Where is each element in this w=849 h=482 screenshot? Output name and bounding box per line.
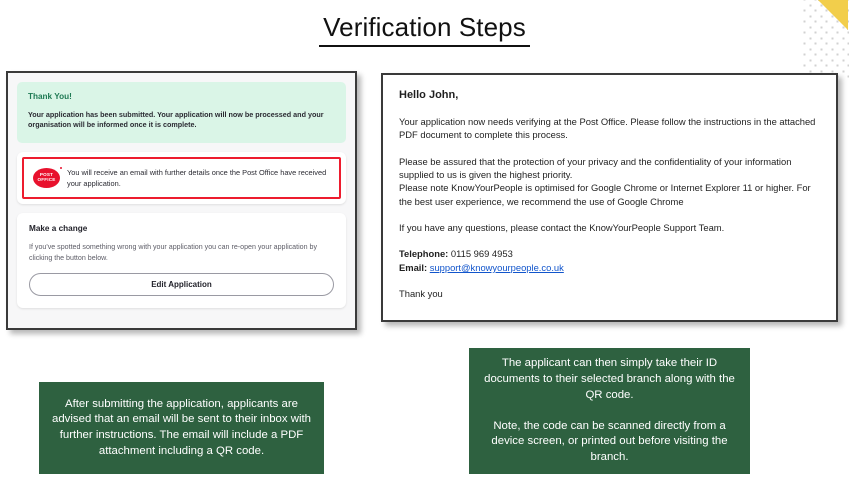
make-a-change-body: If you've spotted something wrong with your application you can re-open your application by clicking the button below.	[29, 243, 318, 262]
email-greeting: Hello John,	[399, 89, 459, 101]
email-paragraph-2-line-1: Please be assured that the protection of your privacy and the confidentiality of your information supplied to us is given the highest priority.	[399, 155, 792, 181]
email-label: Email:	[399, 262, 428, 274]
email-preview-panel	[381, 73, 838, 322]
email-paragraph-2	[399, 155, 820, 208]
post-office-logo-line1: POST	[39, 172, 54, 178]
telephone-label: Telephone:	[399, 248, 449, 260]
caption-right	[469, 348, 750, 474]
email-paragraph-3: If you have any questions, please contact the KnowYourPeople Support Team.	[399, 222, 725, 234]
caption-left-text: After submitting the application, applicants are advised that an email will be sent to their inbox with further instructions. The email will include a PDF attachment including a QR code.	[52, 397, 311, 457]
telephone-value: 0115 969 4953	[450, 248, 513, 260]
application-confirmation-card	[6, 71, 357, 330]
post-office-notice-card	[17, 152, 346, 204]
post-office-alert-message: You will receive an email with further details once the Post Office have received your application.	[67, 167, 327, 188]
email-paragraph-2-line-2: Please note KnowYourPeople is optimised for Google Chrome or Internet Explorer 11 or higher. For the best user experience, we recommend the use of Google Chrome	[399, 182, 811, 207]
caption-right-paragraph-2: Note, the code can be scanned directly from a device screen, or printed out before visiting the branch.	[491, 419, 728, 463]
email-signoff: Thank you	[399, 287, 443, 299]
email-paragraph-1: Your application now needs verifying at the Post Office. Please follow the instructions in the attached PDF document to complete this process.	[399, 116, 816, 141]
caption-left	[39, 382, 324, 474]
edit-application-button[interactable]: Edit Application	[29, 273, 334, 296]
post-office-logo-line2: OFFICE	[37, 176, 56, 182]
make-a-change-heading: Make a change	[29, 224, 88, 234]
support-email-link[interactable]: support@knowyourpeople.co.uk	[429, 262, 564, 274]
post-office-alert	[22, 157, 341, 199]
post-office-logo-icon	[33, 168, 60, 188]
page-title	[0, 12, 849, 43]
thank-you-heading: Thank You!	[28, 92, 72, 101]
email-contact-block	[399, 247, 820, 274]
thank-you-body: Your application has been submitted. Your application will now be processed and your organisation will be informed once it is complete.	[28, 110, 324, 130]
caption-right-paragraph-1: The applicant can then simply take their ID documents to their selected branch along with the QR code.	[484, 357, 735, 401]
page-title-text: Verification Steps	[319, 12, 530, 47]
make-a-change-card	[17, 213, 346, 308]
thank-you-panel	[17, 82, 346, 143]
